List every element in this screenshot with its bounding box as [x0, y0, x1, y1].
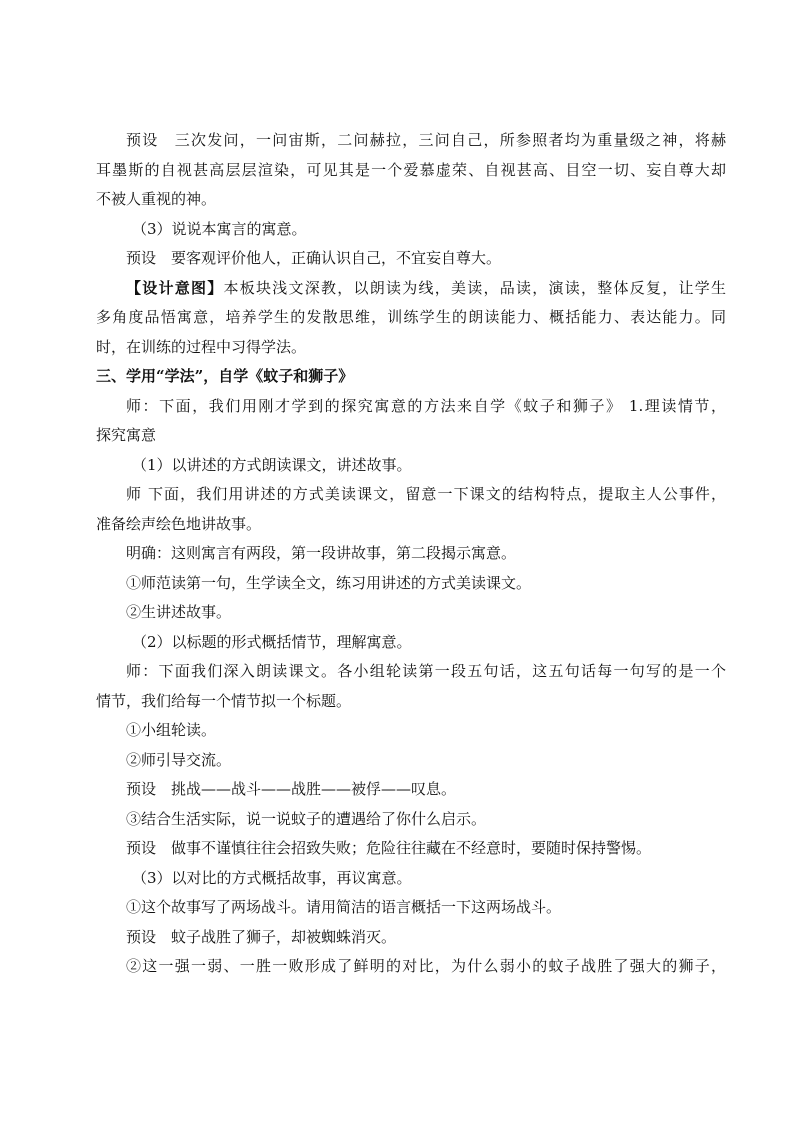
paragraph-line: 时，在训练的过程中习得学法。 — [96, 337, 307, 356]
paragraph-line: 本板块浅文深教，以朗读为线，美读，品读，演读，整体反复，让学生 — [223, 278, 726, 297]
paragraph-line: ②生讲述故事。 — [126, 603, 232, 621]
paragraph-line: ①小组轮读。 — [126, 721, 217, 739]
paragraph-line: 情节，我们给每一个情节拟一个标题。 — [96, 691, 352, 710]
paragraph-line: （3）说说本寓言的寓意。 — [132, 219, 307, 238]
paragraph-line: ③结合生活实际，说一说蚊子的遭遇给了你什么启示。 — [126, 809, 487, 828]
paragraph-line: （2）以标题的形式概括情节，理解寓意。 — [132, 632, 412, 651]
design-intent-label: 【设计意图】 — [126, 278, 224, 297]
paragraph-line: ①这个故事写了两场战斗。请用简洁的语言概括一下这两场战斗。 — [126, 898, 562, 916]
paragraph-line: 明确：这则寓言有两段，第一段讲故事，第二段揭示寓意。 — [126, 544, 517, 562]
paragraph-line: 探究寓意 — [96, 426, 157, 444]
paragraph-line: 预设 要客观评价他人，正确认识自己，不宜妄自尊大。 — [126, 249, 502, 267]
paragraph-line: （3）以对比的方式概括故事，再议寓意。 — [132, 868, 412, 887]
paragraph-line: 准备绘声绘色地讲故事。 — [96, 514, 262, 533]
paragraph-line: ①师范读第一句，生学读全文，练习用讲述的方式美读课文。 — [126, 573, 532, 592]
section-heading: 三、学用“学法”，自学《蚊子和狮子》 — [96, 367, 354, 385]
paragraph-line: 预设 做事不谨慎往往会招致失败；危险往往藏在不经意时，要随时保持警惕。 — [126, 839, 652, 857]
paragraph-line: 师 下面，我们用讲述的方式美读课文，留意一下课文的结构特点，提取主人公事件， — [126, 485, 726, 503]
design-intent-paragraph — [96, 274, 726, 304]
paragraph-line: 预设 蚊子战胜了狮子，却被蜘蛛消灭。 — [126, 927, 397, 946]
paragraph-line: ②这一强一弱、一胜一败形成了鲜明的对比，为什么弱小的蚊子战胜了强大的狮子， — [126, 957, 726, 975]
paragraph-line: ②师引导交流。 — [126, 750, 232, 769]
paragraph-line: 师：下面，我们用刚才学到的探究寓意的方法来自学《蚊子和狮子》 1.理读情节， — [126, 396, 726, 415]
paragraph-line: 不被人重视的神。 — [96, 190, 217, 208]
document-body — [96, 126, 726, 982]
paragraph-line: 预设 挑战——战斗——战胜——被俘——叹息。 — [126, 780, 457, 798]
paragraph-line: （1）以讲述的方式朗读课文，讲述故事。 — [132, 455, 412, 474]
paragraph-line: 师：下面我们深入朗读课文。各小组轮读第一段五句话，这五句话每一句写的是一个 — [126, 662, 726, 680]
paragraph-line: 耳墨斯的自视甚高层层渲染，可见其是一个爱慕虚荣、自视甚高、目空一切、妄自尊大却 — [96, 160, 726, 179]
paragraph-line: 多角度品悟寓意，培养学生的发散思维，训练学生的朗读能力、概括能力、表达能力。同 — [96, 308, 726, 326]
paragraph-line: 预设 三次发问，一问宙斯，二问赫拉，三问自己，所参照者均为重量级之神，将赫 — [126, 131, 726, 149]
